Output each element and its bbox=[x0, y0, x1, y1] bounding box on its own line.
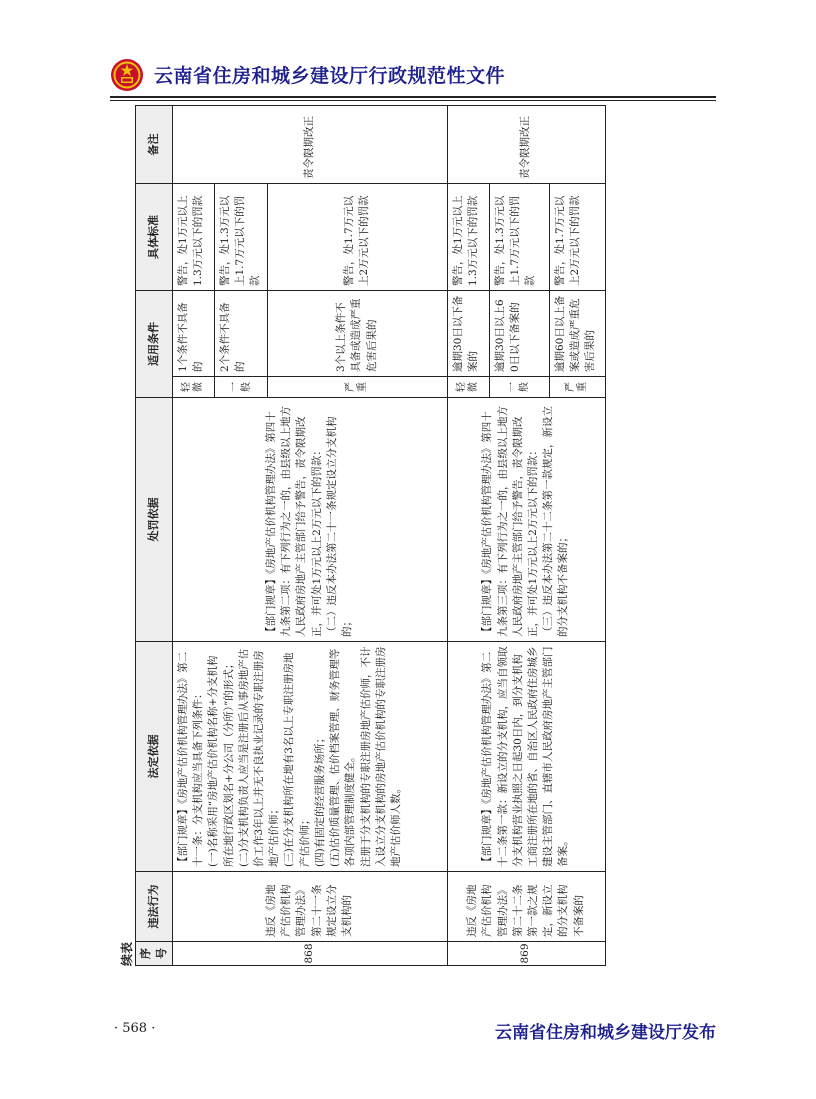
document-header-title: 云南省住房和城乡建设厅行政规范性文件 bbox=[154, 65, 506, 87]
row-869-penalty bbox=[447, 398, 605, 642]
penalty-para: （三）违反本办法第二十二条第一款规定，新设立的分支机构不备案的； bbox=[542, 406, 570, 637]
penalty-para: 【部门规章】《房地产估价机构管理办法》第四十九条第三项：有下列行为之一的，由县级以上地方人民政府房地产主管部门给予警告，责令限期改正，并可处1万元以上2万元以下的罚款： bbox=[481, 406, 540, 637]
legal-para: (三)在分支机构所在地有3名以上专职注册房地产估价师； bbox=[283, 652, 311, 867]
row-869-act: 违反《房地产估价机构管理办法》第二十二条第一款之规定，新设立的分支机构不备案的 bbox=[447, 872, 605, 942]
standard: 警告，处1.3万元以上1.7万元以下的罚款 bbox=[489, 184, 549, 291]
rotated-table-container bbox=[118, 106, 715, 966]
row-869-seq: 869 bbox=[447, 942, 605, 966]
legal-para: (五)估价质量管理、估价档案管理、财务管理等各项内部管理制度健全。 bbox=[329, 648, 357, 867]
document-header bbox=[110, 52, 710, 92]
level-general: 一般 bbox=[489, 377, 549, 398]
row-868-legal bbox=[172, 642, 447, 872]
header-legal-basis: 法定依据 bbox=[136, 642, 173, 872]
legal-para: (二)分支机构负责人应当是注册后从事房地产估价工作3年以上并无不良执业记录的专职注册房地产估价师； bbox=[237, 648, 281, 867]
continued-label: 续表 bbox=[120, 941, 134, 966]
penalty-para: 【部门规章】《房地产估价机构管理办法》第四十九条第二项：有下列行为之一的，由县级以上地方人民政府房地产主管部门给予警告，责令限期改正，并可处1万元以上2万元以下的罚款： bbox=[265, 406, 323, 637]
legal-para: (四)有固定的经营服务场所； bbox=[313, 732, 326, 867]
level-severe: 严重 bbox=[549, 377, 605, 398]
row-868-act: 违反《房地产估价机构管理办法》第二十一条规定设立分支机构的 bbox=[172, 872, 447, 942]
publisher-footer: 云南省住房和城乡建设厅发布 bbox=[495, 1023, 716, 1043]
header-standard: 具体标准 bbox=[136, 184, 173, 291]
penalty-table bbox=[135, 105, 606, 966]
level-mild: 轻微 bbox=[172, 377, 214, 398]
header-penalty-basis: 处罚依据 bbox=[136, 398, 173, 642]
condition: 逾期30日以下备案的 bbox=[447, 291, 489, 377]
row-868-note: 责令限期改正 bbox=[172, 106, 447, 184]
condition: 逾期60日以上备案或造成严重危害后果的 bbox=[549, 291, 605, 377]
header-note: 备注 bbox=[136, 106, 173, 184]
page-number: · 568 · bbox=[114, 1021, 156, 1036]
condition: 1个条件不具备的 bbox=[172, 291, 214, 377]
row-869-note: 责令限期改正 bbox=[447, 106, 605, 184]
header-conditions: 适用条件 bbox=[136, 291, 173, 398]
header-seq: 序号 bbox=[136, 942, 173, 966]
legal-para: (一)名称采用“房地产估价机构名称+分支机构所在地行政区划名+分公司（分所）”的形式； bbox=[207, 655, 235, 867]
table-header-row bbox=[136, 106, 173, 966]
header-rule bbox=[110, 96, 716, 98]
standard: 警告，处1.7万元以上2万元以下的罚款 bbox=[549, 184, 605, 291]
legal-para: 【部门规章】《房地产估价机构管理办法》第二十二条第一款：新设立的分支机构，应当自领取分支机构营业执照之日起30日内，到分支机构工商注册所在地的省、自治区人民政府住房城乡建设主管部门、直辖市人民政府房地产主管部门备案。 bbox=[481, 646, 570, 867]
row-868-seq: 868 bbox=[172, 942, 447, 966]
level-severe: 严重 bbox=[267, 377, 447, 398]
legal-para: 【部门规章】《房地产估价机构管理办法》第二十一条：分支机构应当具备下列条件： bbox=[176, 651, 205, 867]
condition: 3个以上条件不具备或造成严重危害后果的 bbox=[267, 291, 447, 377]
penalty-para: （二）违反本办法第二十一条规定设立分支机构的； bbox=[325, 416, 354, 637]
header-act: 违法行为 bbox=[136, 872, 173, 942]
row-869-legal bbox=[447, 642, 605, 872]
level-general: 一般 bbox=[214, 377, 267, 398]
national-emblem-icon bbox=[110, 58, 144, 92]
legal-para: 注册于分支机构的专职注册房地产估价师，不计入设立分支机构的房地产估价机构的专职注册房地产估价师人数。 bbox=[359, 646, 402, 867]
standard: 警告，处1.3万元以上1.7万元以下的罚款 bbox=[214, 184, 267, 291]
table-row bbox=[447, 106, 489, 966]
condition: 逾期30日以上60日以下备案的 bbox=[489, 291, 549, 377]
standard: 警告，处1万元以上1.3万元以下的罚款 bbox=[447, 184, 489, 291]
standard: 警告，处1万元以上1.3万元以下的罚款 bbox=[172, 184, 214, 291]
table-row bbox=[172, 106, 214, 966]
standard: 警告，处1.7万元以上2万元以下的罚款 bbox=[267, 184, 447, 291]
condition: 2个条件不具备的 bbox=[214, 291, 267, 377]
header-rule-thin bbox=[110, 100, 716, 101]
level-mild: 轻微 bbox=[447, 377, 489, 398]
row-868-penalty bbox=[172, 398, 447, 642]
